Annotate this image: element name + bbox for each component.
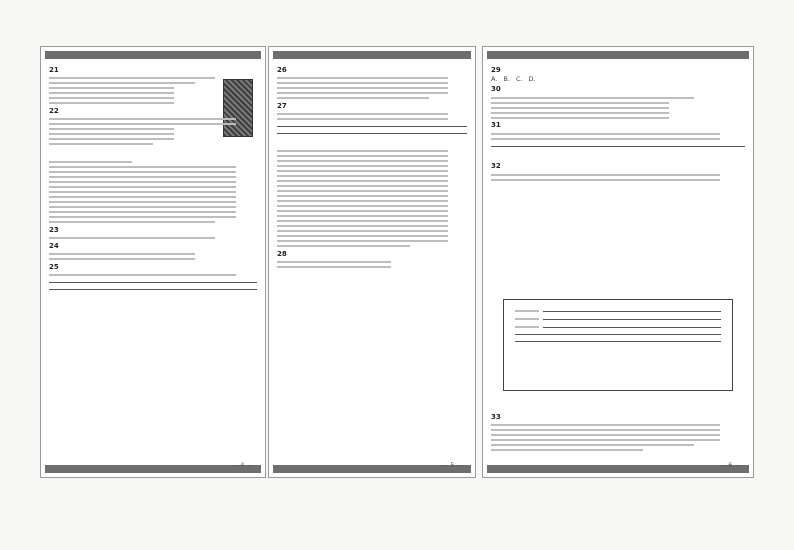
page-footer bbox=[41, 461, 265, 469]
question-number: 32 bbox=[491, 162, 501, 170]
exam-page-middle bbox=[268, 46, 476, 478]
answer-options: A. B. C. D. bbox=[491, 75, 536, 83]
question-number: 21 bbox=[49, 65, 59, 74]
question-number: 23 bbox=[49, 225, 59, 234]
section-heading bbox=[277, 138, 467, 147]
question-number: 30 bbox=[491, 85, 501, 93]
page-content bbox=[277, 63, 467, 461]
bookmark-box bbox=[503, 299, 733, 391]
question-number: 22 bbox=[49, 106, 59, 115]
page-content bbox=[49, 63, 257, 461]
section-heading bbox=[49, 149, 257, 158]
page-number: — 4 — bbox=[231, 461, 253, 469]
header-bar bbox=[45, 51, 261, 59]
question-number: 27 bbox=[277, 101, 287, 110]
exam-page-right bbox=[482, 46, 754, 478]
section-heading bbox=[491, 151, 745, 160]
page-footer bbox=[269, 461, 475, 469]
question-number: 33 bbox=[491, 412, 501, 421]
question-number: 26 bbox=[277, 65, 287, 74]
page-number: — 5 — bbox=[441, 461, 463, 469]
question-number: 29 bbox=[491, 65, 501, 74]
page-number: — 6 — bbox=[719, 461, 741, 469]
question-number: 25 bbox=[49, 262, 59, 271]
exam-page-left bbox=[40, 46, 266, 478]
question-number: 24 bbox=[49, 241, 59, 250]
question-number: 28 bbox=[277, 249, 287, 258]
header-bar bbox=[273, 51, 471, 59]
page-content-lower bbox=[491, 397, 745, 461]
header-bar bbox=[487, 51, 749, 59]
section-heading bbox=[491, 401, 745, 410]
page-footer bbox=[483, 461, 753, 469]
question-number: 31 bbox=[491, 121, 501, 129]
